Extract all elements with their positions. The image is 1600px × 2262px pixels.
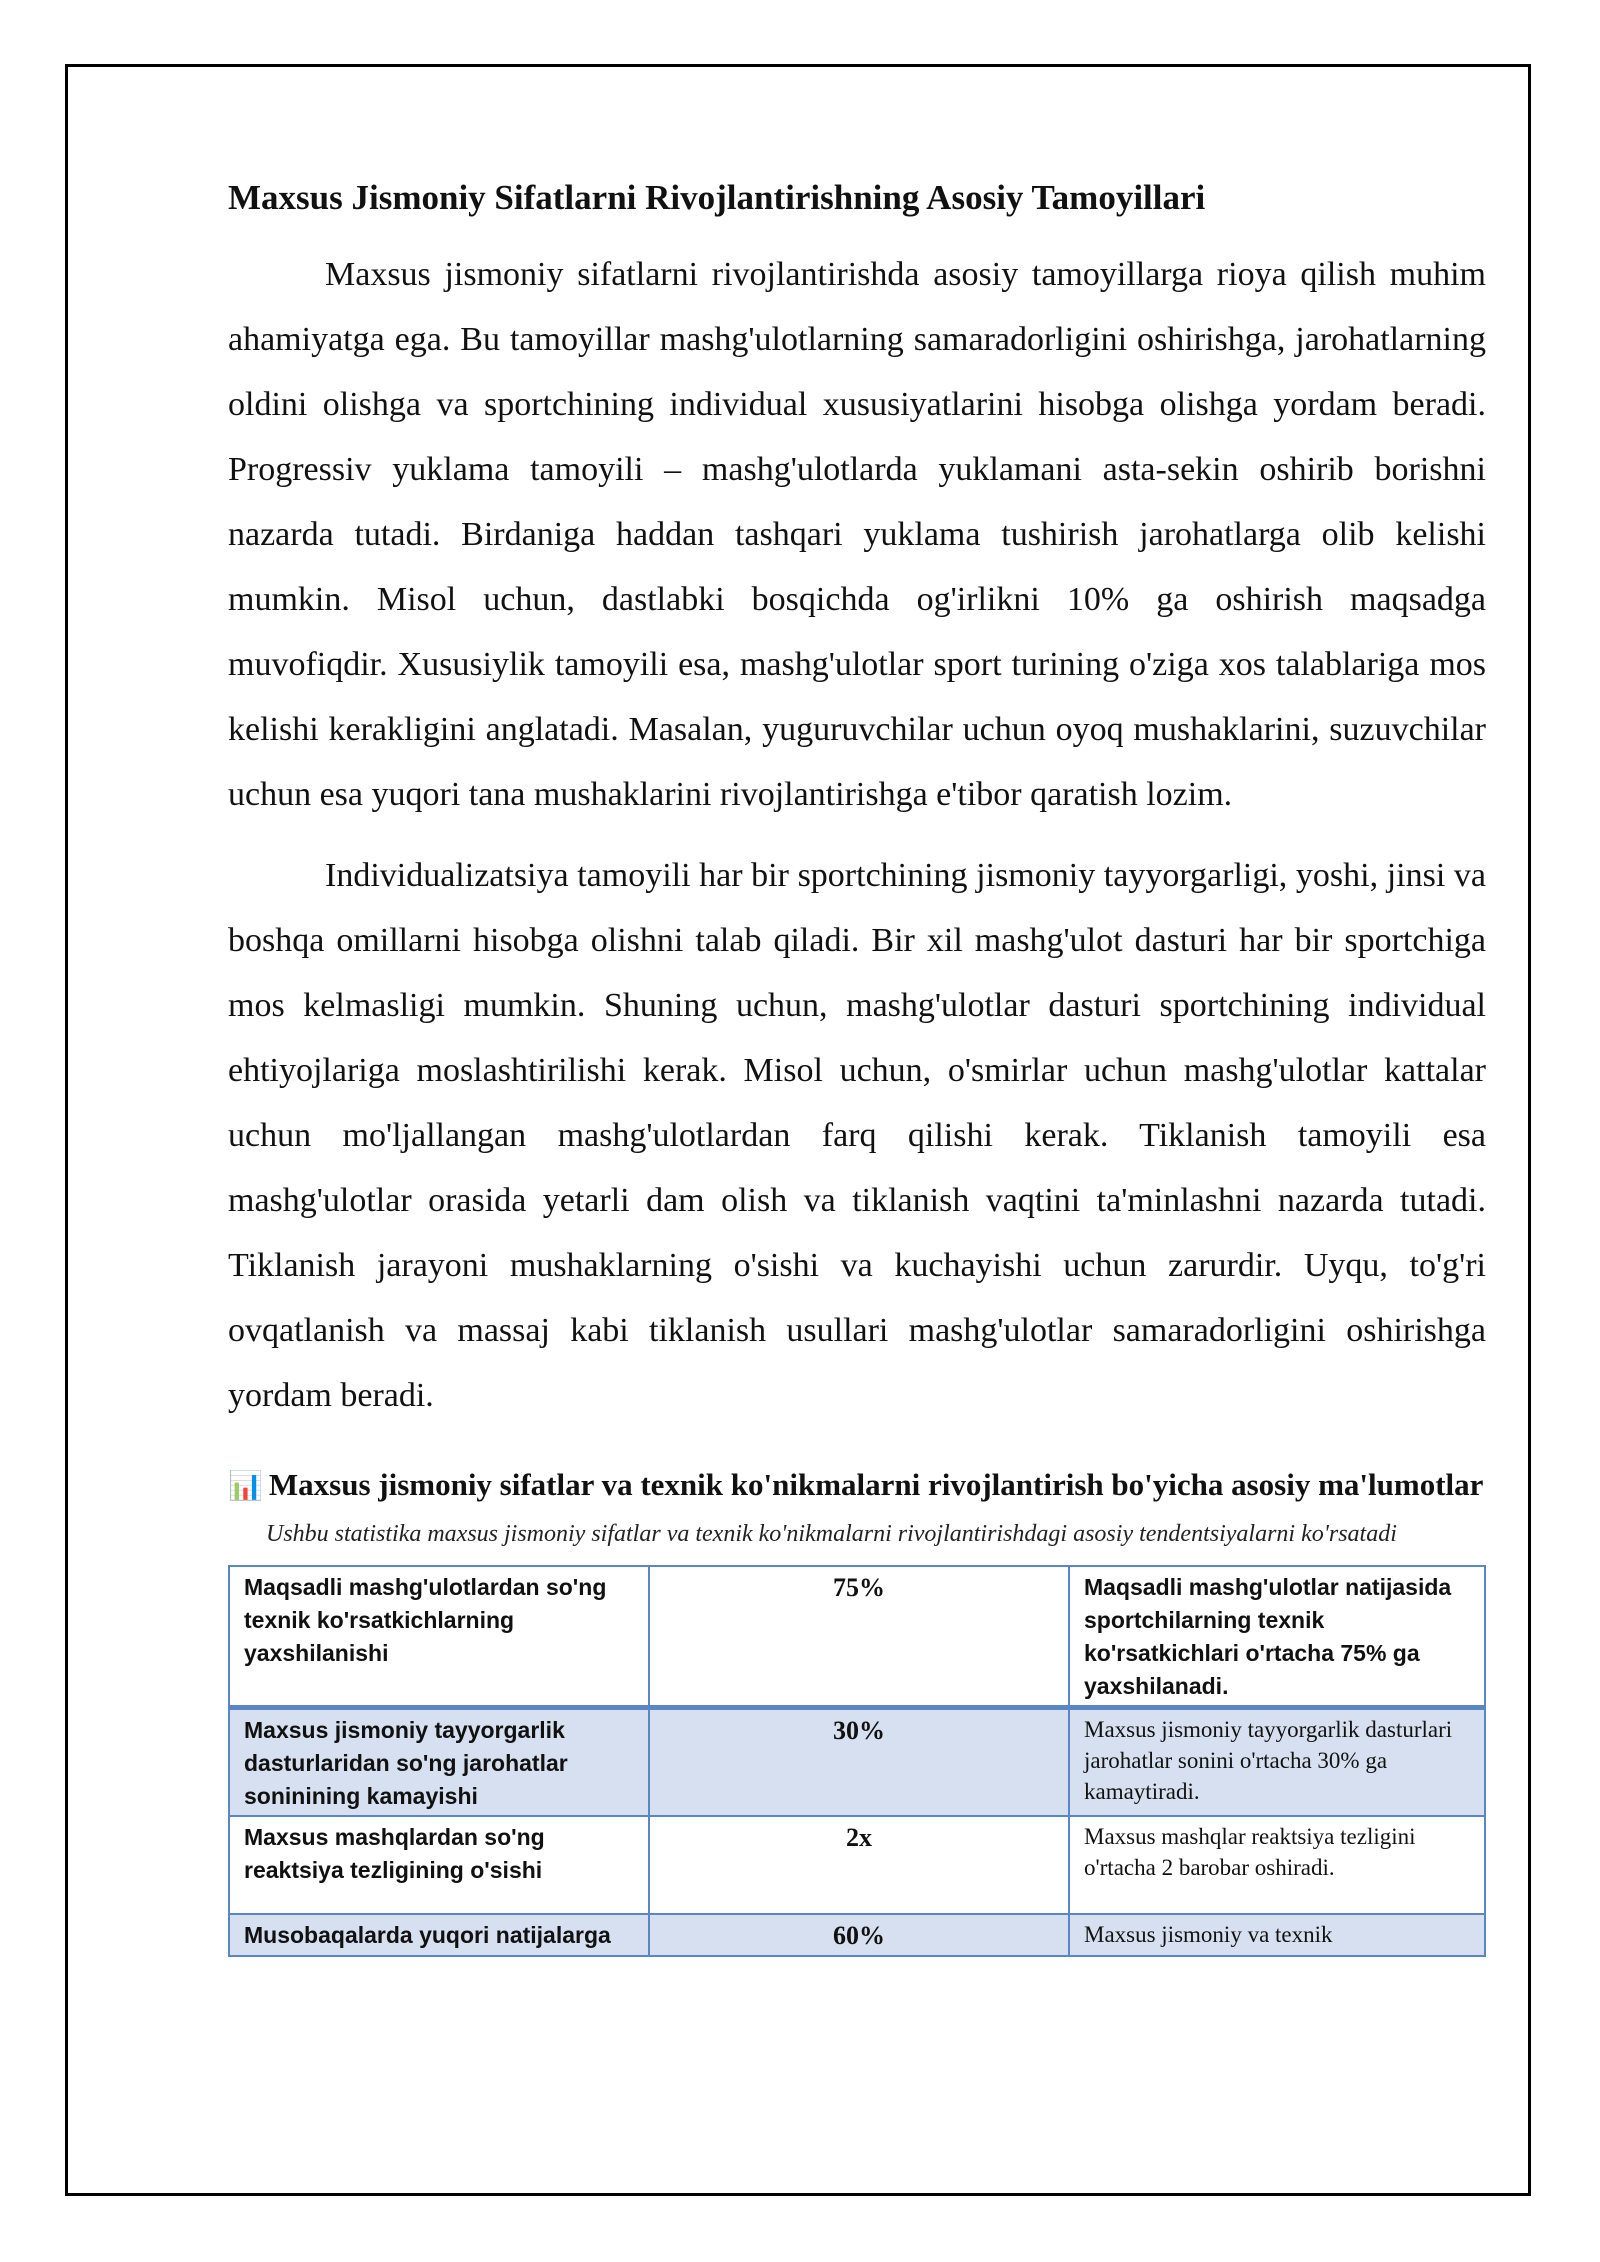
stat-label: Maxsus mashqlardan so'ng reaktsiya tezligining o'sishi xyxy=(229,1816,649,1914)
stats-subtitle: Ushbu statistika maxsus jismoniy sifatlar va texnik ko'nikmalarni rivojlantirishdagi asosiy tendentsiyalarni ko'rsatadi xyxy=(266,1521,1397,1547)
body-paragraph: Individualizatsiya tamoyili har bir sportchining jismoniy tayyorgarligi, yoshi, jinsi va boshqa omillarni hisobga olishni talab qiladi. Bir xil mashg'ulot dasturi har bir sportchiga mos kelmasligi mumkin. Shuning uchun, mashg'ulotlar dasturi sportchining individual ehtiyojlariga moslashtirilishi kerak. Misol uchun, o'smirlar uchun mashg'ulotlar kattalar uchun mo'ljallangan mashg'ulotlardan farq qilishi kerak. Tiklanish tamoyili esa mashg'ulotlar orasida yetarli dam olish va tiklanish vaqtini ta'minlashni nazarda tutadi. Tiklanish jarayoni mushaklarning o'sishi va kuchayishi uchun zarurdir. Uyqu, to'g'ri ovqatlanish va massaj kabi tiklanish usullari mashg'ulotlar samaradorligini oshirishga yordam beradi. xyxy=(228,857,1486,1414)
table-row xyxy=(229,1914,1485,1956)
table-row xyxy=(229,1708,1485,1817)
document-title: Maxsus Jismoniy Sifatlarni Rivojlantirishning Asosiy Tamoyillari xyxy=(228,178,1206,217)
table-row xyxy=(229,1816,1485,1914)
stat-description: Maxsus jismoniy va texnik xyxy=(1069,1914,1485,1956)
stats-heading-text: Maxsus jismoniy sifatlar va texnik ko'nikmalarni rivojlantirish bo'yicha asosiy ma'lumotlar xyxy=(268,1467,1484,1502)
stat-value: 2x xyxy=(649,1816,1069,1914)
stat-description: Maqsadli mashg'ulotlar natijasida sportchilarning texnik ko'rsatkichlari o'rtacha 75% ga yaxshilanadi. xyxy=(1069,1566,1485,1708)
body-paragraph: Maxsus jismoniy sifatlarni rivojlantirishda asosiy tamoyillarga rioya qilish muhim ahamiyatga ega. Bu tamoyillar mashg'ulotlarning samaradorligini oshirishga, jarohatlarning oldini olishga va sportchining individual xususiyatlarini hisobga olishga yordam beradi. Progressiv yuklama tamoyili – mashg'ulotlarda yuklamani asta-sekin oshirib borishni nazarda tutadi. Birdaniga haddan tashqari yuklama tushirish jarohatlarga olib kelishi mumkin. Misol uchun, dastlabki bosqichda og'irlikni 10% ga oshirish maqsadga muvofiqdir. Xususiylik tamoyili esa, mashg'ulotlar sport turining o'ziga xos talablariga mos kelishi kerakligini anglatadi. Masalan, yuguruvchilar uchun oyoq mushaklarini, suzuvchilar uchun esa yuqori tana mushaklarini rivojlantirishga e'tibor qaratish lozim. xyxy=(228,256,1486,813)
stat-value: 60% xyxy=(649,1914,1069,1956)
stat-description: Maxsus jismoniy tayyorgarlik dasturlari jarohatlar sonini o'rtacha 30% ga kamaytiradi. xyxy=(1069,1708,1485,1817)
stat-label: Maxsus jismoniy tayyorgarlik dasturlaridan so'ng jarohatlar soninining kamayishi xyxy=(229,1708,649,1817)
bar-chart-icon: 📊 xyxy=(228,1469,263,1502)
stat-label: Maqsadli mashg'ulotlardan so'ng texnik ko'rsatkichlarning yaxshilanishi xyxy=(229,1566,649,1708)
stat-value: 30% xyxy=(649,1708,1069,1817)
document-content xyxy=(228,170,1486,1957)
stat-value: 75% xyxy=(649,1566,1069,1708)
stat-description: Maxsus mashqlar reaktsiya tezligini o'rtacha 2 barobar oshiradi. xyxy=(1069,1816,1485,1914)
table-row xyxy=(229,1566,1485,1708)
stat-label: Musobaqalarda yuqori natijalarga xyxy=(229,1914,649,1956)
stats-heading xyxy=(228,1464,1486,1507)
stats-table xyxy=(228,1565,1486,1957)
